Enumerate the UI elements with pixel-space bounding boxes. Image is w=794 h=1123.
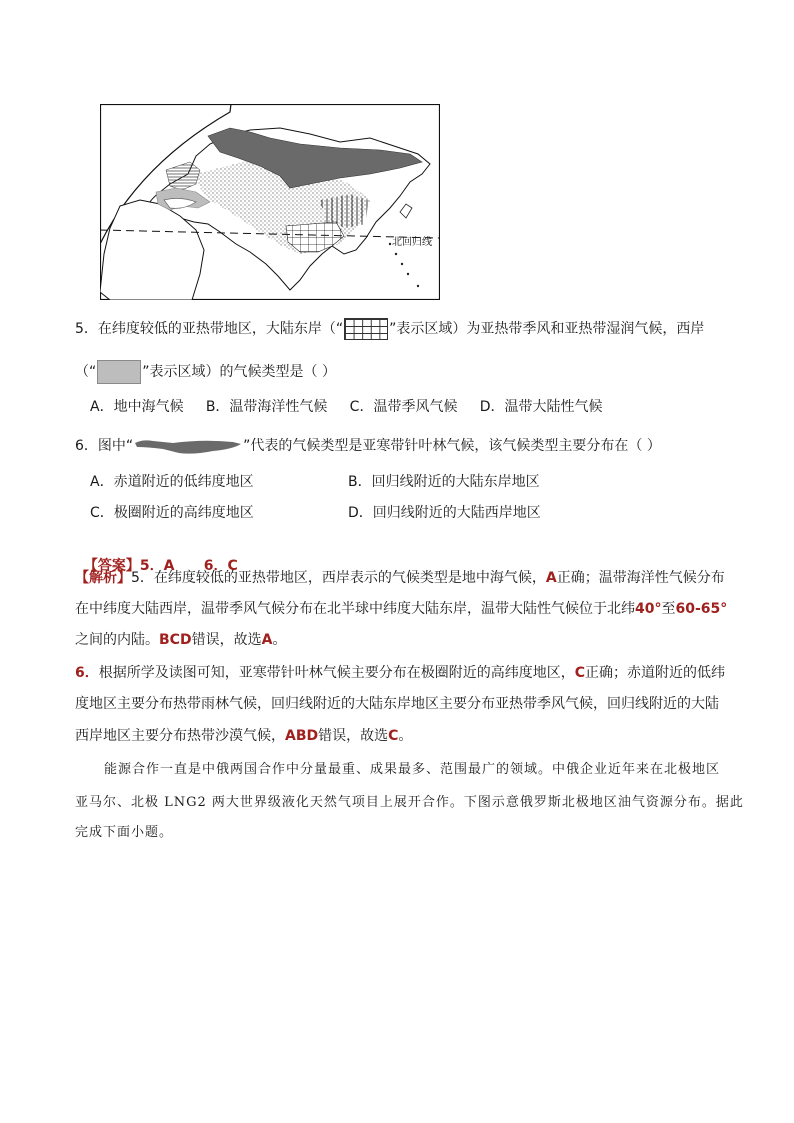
eurasia-climate-map-svg	[100, 104, 440, 300]
passage-l1: 能源合作一直是中俄两国合作中分量最重、成果最多、范围最广的领域。中俄企业近年来在北极地区	[104, 762, 721, 777]
q6-option-b: B．回归线附近的大陆东岸地区	[348, 474, 540, 490]
island-dot	[407, 273, 409, 275]
highlight-span: BCD	[159, 632, 192, 648]
q5-line2-post: ”表示区域）的气候类型是（ ）	[142, 364, 336, 380]
analysis-p2-l2: 度地区主要分布热带雨林气候，回归线附近的大陆东岸地区主要分布亚热带季风气候，回归线附近的大陆	[75, 696, 719, 712]
tropic-label: 北回归线	[392, 237, 432, 248]
analysis-p2-l1	[75, 663, 725, 683]
text-span: 之间的内陆。	[75, 632, 159, 648]
text-span: 至	[661, 601, 676, 617]
highlight-span: A	[261, 632, 273, 648]
text-span: 正确；赤道附近的低纬	[585, 665, 726, 681]
highlight-span: 60-65°	[675, 601, 728, 617]
text-span: 。	[398, 728, 413, 744]
q6-option-c: C．极圈附近的高纬度地区	[90, 505, 254, 521]
analysis-p2-l3	[75, 726, 412, 746]
q5-line1-pre: 5．在纬度较低的亚热带地区，大陆东岸（“	[75, 321, 344, 337]
island-dot	[389, 243, 391, 245]
passage-l3: 完成下面小题。	[75, 825, 174, 840]
legend-grid-icon	[344, 318, 388, 340]
japan-outline	[400, 204, 412, 218]
analysis-p1-l2	[75, 599, 727, 619]
text-span: 错误，故选	[191, 632, 262, 648]
q6-line	[75, 435, 661, 457]
text-span: 。	[272, 632, 287, 648]
analysis-label: 【解析】	[75, 570, 131, 586]
analysis-p1-l3	[75, 630, 286, 650]
answer-label: 【答案】	[83, 558, 140, 574]
highlight-span: ABD	[285, 728, 319, 744]
passage-l2: 亚马尔、北极 LNG2 两大世界级液化天然气项目上展开合作。下图示意俄罗斯北极地区油气资源分布。据此	[75, 795, 744, 810]
q6-line-pre: 6．图中“	[75, 438, 134, 454]
legend-taiga-icon	[133, 435, 243, 457]
island-dot	[417, 285, 419, 287]
q5-line2	[75, 360, 336, 384]
q6-option-a: A．赤道附近的低纬度地区	[90, 474, 254, 490]
text-span: 错误，故选	[318, 728, 389, 744]
island-dot	[401, 263, 403, 265]
q6-line-post: ”代表的气候类型是亚寒带针叶林气候，该气候类型主要分布在（ ）	[243, 438, 661, 454]
analysis-p1-l1	[75, 568, 725, 588]
legend-gray-icon	[97, 360, 141, 384]
island-dot	[395, 253, 397, 255]
q5-options: A．地中海气候 B．温带海洋性气候 C．温带季风气候 D．温带大陆性气候	[90, 399, 603, 415]
highlight-span: 6．	[75, 665, 99, 681]
text-span: 根据所学及读图可知，亚寒带针叶林气候主要分布在极圈附近的高纬度地区，	[98, 665, 575, 681]
text-span: 5．在纬度较低的亚热带地区，西岸表示的气候类型是地中海气候，	[131, 570, 546, 586]
highlight-span: C	[574, 665, 586, 681]
q5-line2-pre: （“	[75, 364, 97, 380]
q5-line1	[75, 318, 704, 340]
text-span: 在中纬度大陆西岸，温带季风气候分布在北半球中纬度大陆东岸，温带大陆性气候位于北纬	[75, 601, 635, 617]
answer-text: 5．A 6．C	[139, 558, 238, 574]
text-span: 西岸地区主要分布热带沙漠气候，	[75, 728, 285, 744]
q5-line1-post: ”表示区域）为亚热带季风和亚热带湿润气候，西岸	[389, 321, 705, 337]
highlight-span: C	[388, 728, 399, 744]
q6-option-d: D．回归线附近的大陆西岸地区	[348, 505, 541, 521]
text-span: 正确；温带海洋性气候分布	[556, 570, 725, 586]
highlight-span: 40°	[635, 601, 662, 617]
climate-map	[100, 104, 440, 300]
highlight-span: A	[545, 570, 557, 586]
